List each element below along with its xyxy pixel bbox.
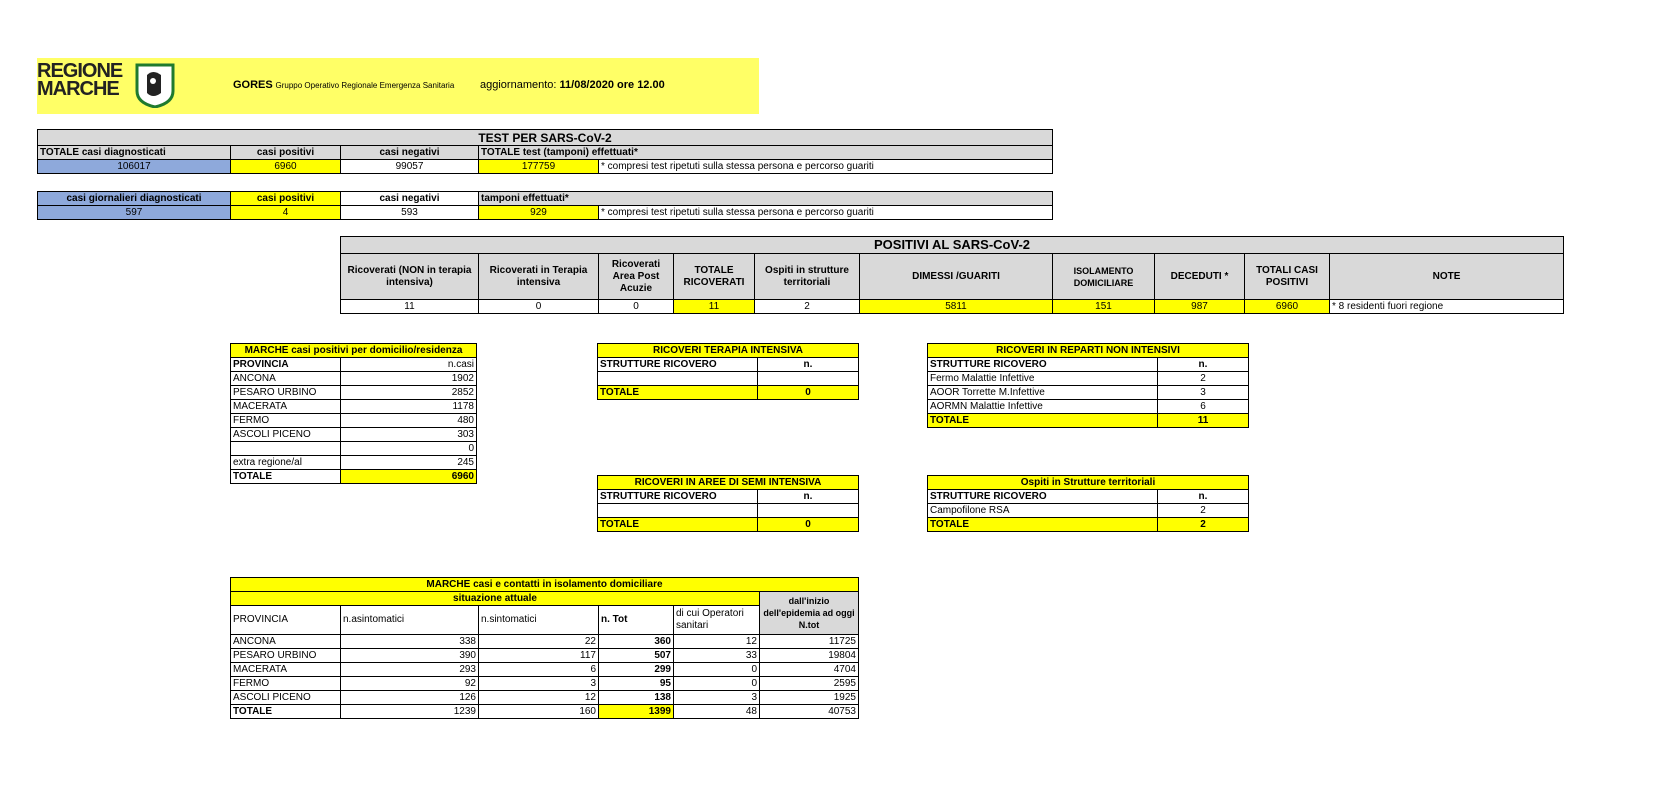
test-title: TEST PER SARS-CoV-2 <box>38 130 1053 146</box>
logo-line2: MARCHE <box>37 78 119 100</box>
h-provincia: PROVINCIA <box>231 358 341 372</box>
iso-row-sint: 6 <box>479 663 599 677</box>
terr-title: Ospiti in Strutture territoriali <box>928 476 1249 490</box>
h-deceduti: DECEDUTI * <box>1155 254 1245 300</box>
h-isolamento: ISOLAMENTO DOMICILIARE <box>1053 254 1155 300</box>
prov-name: PESARO URBINO <box>231 386 341 400</box>
prov-value: 480 <box>341 414 477 428</box>
positivi-table <box>340 236 1564 314</box>
terr-total-label: TOTALE <box>928 518 1158 532</box>
terr-h-strutture: STRUTTURE RICOVERO <box>928 490 1158 504</box>
provincia-table <box>230 343 477 484</box>
iso-row-name: ANCONA <box>231 635 341 649</box>
h-casi-negativi: casi negativi <box>341 146 479 160</box>
v-casi-positivi: 6960 <box>231 160 341 174</box>
iso-row-name: PESARO URBINO <box>231 649 341 663</box>
iso-total-name: TOTALE <box>231 705 341 719</box>
iso-row-asint: 338 <box>341 635 479 649</box>
ti-empty <box>598 372 758 386</box>
semi-h-n: n. <box>758 490 859 504</box>
nonint-table <box>927 343 1249 428</box>
v-dimessi-guariti: 5811 <box>860 300 1053 314</box>
nonint-title: RICOVERI IN REPARTI NON INTENSIVI <box>928 344 1249 358</box>
h-casi-positivi: casi positivi <box>231 146 341 160</box>
iso-row-oper: 12 <box>674 635 760 649</box>
logo-line1: REGIONE <box>37 60 123 82</box>
h-ricoverati-ti: Ricoverati in Terapia intensiva <box>479 254 599 300</box>
iso-h-tot: n. Tot <box>599 606 674 635</box>
tests-note: * compresi test ripetuti sulla stessa persona e percorso guariti <box>599 160 1053 174</box>
iso-row-since: 2595 <box>760 677 859 691</box>
prov-total-label: TOTALE <box>231 470 341 484</box>
update-label: aggiornamento: <box>480 79 557 91</box>
v-ricoverati-ti: 0 <box>479 300 599 314</box>
prov-value: 303 <box>341 428 477 442</box>
region-logo <box>37 62 122 98</box>
prov-name <box>231 442 341 456</box>
v-post-acuzie: 0 <box>599 300 674 314</box>
ti-h-n: n. <box>758 358 859 372</box>
nonint-value: 3 <box>1158 386 1249 400</box>
iso-h-since: dall'inizio dell'epidemia ad oggi N.tot <box>760 592 859 635</box>
v-ricoverati-non-ti: 11 <box>341 300 479 314</box>
h-daily-positivi: casi positivi <box>231 192 341 206</box>
iso-row-oper: 0 <box>674 663 760 677</box>
update-value: 11/08/2020 ore 12.00 <box>559 79 665 91</box>
h-dimessi-guariti: DIMESSI /GUARITI <box>860 254 1053 300</box>
iso-row-asint: 293 <box>341 663 479 677</box>
ti-title: RICOVERI TERAPIA INTENSIVA <box>598 344 859 358</box>
iso-row-tot: 95 <box>599 677 674 691</box>
test-table <box>37 129 1053 174</box>
iso-total-oper: 48 <box>674 705 760 719</box>
iso-row-oper: 33 <box>674 649 760 663</box>
h-daily-negativi: casi negativi <box>341 192 479 206</box>
semi-total-value: 0 <box>758 518 859 532</box>
iso-row-oper: 0 <box>674 677 760 691</box>
v-totali-positivi: 6960 <box>1245 300 1330 314</box>
h-ricoverati-non-ti: Ricoverati (NON in terapia intensiva) <box>341 254 479 300</box>
v-note: * 8 residenti fuori regione <box>1330 300 1564 314</box>
h-totali-positivi: TOTALI CASI POSITIVI <box>1245 254 1330 300</box>
terr-h-n: n. <box>1158 490 1249 504</box>
h-note: NOTE <box>1330 254 1564 300</box>
iso-row-since: 1925 <box>760 691 859 705</box>
prov-name: ASCOLI PICENO <box>231 428 341 442</box>
positivi-title: POSITIVI AL SARS-CoV-2 <box>341 237 1564 254</box>
prov-value: 1178 <box>341 400 477 414</box>
iso-row-sint: 117 <box>479 649 599 663</box>
prov-name: MACERATA <box>231 400 341 414</box>
ti-h-strutture: STRUTTURE RICOVERO <box>598 358 758 372</box>
update-info <box>480 79 665 91</box>
iso-h-oper: di cui Operatori sanitari <box>674 606 760 635</box>
v-deceduti: 987 <box>1155 300 1245 314</box>
h-post-acuzie: Ricoverati Area Post Acuzie <box>599 254 674 300</box>
iso-row-name: MACERATA <box>231 663 341 677</box>
iso-row-since: 4704 <box>760 663 859 677</box>
region-emblem-icon <box>135 63 175 108</box>
h-totale-tamponi: TOTALE test (tamponi) effettuati* <box>479 146 1053 160</box>
iso-row-tot: 138 <box>599 691 674 705</box>
iso-row-asint: 390 <box>341 649 479 663</box>
semi-table <box>597 475 859 532</box>
nonint-name: Fermo Malattie Infettive <box>928 372 1158 386</box>
iso-row-tot: 360 <box>599 635 674 649</box>
iso-row-since: 19804 <box>760 649 859 663</box>
terr-name: Campofilone RSA <box>928 504 1158 518</box>
v-totale-tamponi: 177759 <box>479 160 599 174</box>
iso-subtitle: situazione attuale <box>231 592 760 606</box>
nonint-h-n: n. <box>1158 358 1249 372</box>
terr-value: 2 <box>1158 504 1249 518</box>
gores-full: Gruppo Operativo Regionale Emergenza Sanitaria <box>275 81 455 90</box>
semi-empty <box>598 504 758 518</box>
iso-row-asint: 126 <box>341 691 479 705</box>
ti-empty <box>758 372 859 386</box>
v-daily-negativi: 593 <box>341 206 479 220</box>
iso-row-tot: 299 <box>599 663 674 677</box>
ti-total-value: 0 <box>758 386 859 400</box>
semi-h-strutture: STRUTTURE RICOVERO <box>598 490 758 504</box>
iso-row-sint: 22 <box>479 635 599 649</box>
iso-row-sint: 3 <box>479 677 599 691</box>
prov-value: 1902 <box>341 372 477 386</box>
iso-h-sint: n.sintomatici <box>479 606 599 635</box>
iso-h-asint: n.asintomatici <box>341 606 479 635</box>
nonint-h-strutture: STRUTTURE RICOVERO <box>928 358 1158 372</box>
prov-name: extra regione/al <box>231 456 341 470</box>
prov-value: 2852 <box>341 386 477 400</box>
prov-value: 245 <box>341 456 477 470</box>
semi-empty <box>758 504 859 518</box>
nonint-name: AOOR Torrette M.Infettive <box>928 386 1158 400</box>
prov-total-value: 6960 <box>341 470 477 484</box>
iso-total-tot: 1399 <box>599 705 674 719</box>
prov-value: 0 <box>341 442 477 456</box>
nonint-total-label: TOTALE <box>928 414 1158 428</box>
v-daily-positivi: 4 <box>231 206 341 220</box>
semi-total-label: TOTALE <box>598 518 758 532</box>
terr-table <box>927 475 1249 532</box>
prov-name: ANCONA <box>231 372 341 386</box>
h-daily-tamponi: tamponi effettuati* <box>479 192 1053 206</box>
v-totale-ricoverati: 11 <box>674 300 755 314</box>
iso-row-asint: 92 <box>341 677 479 691</box>
iso-total-since: 40753 <box>760 705 859 719</box>
iso-row-name: ASCOLI PICENO <box>231 691 341 705</box>
prov-name: FERMO <box>231 414 341 428</box>
terr-total-value: 2 <box>1158 518 1249 532</box>
nonint-value: 2 <box>1158 372 1249 386</box>
iso-row-tot: 507 <box>599 649 674 663</box>
daily-table <box>37 191 1053 220</box>
iso-total-sint: 160 <box>479 705 599 719</box>
nonint-name: AORMN Malattie Infettive <box>928 400 1158 414</box>
gores-label <box>233 79 454 91</box>
iso-title: MARCHE casi e contatti in isolamento domiciliare <box>231 578 859 592</box>
v-totale-casi: 106017 <box>38 160 231 174</box>
iso-row-sint: 12 <box>479 691 599 705</box>
iso-row-since: 11725 <box>760 635 859 649</box>
iso-h-prov: PROVINCIA <box>231 606 341 635</box>
semi-title: RICOVERI IN AREE DI SEMI INTENSIVA <box>598 476 859 490</box>
h-totale-casi: TOTALE casi diagnosticati <box>38 146 231 160</box>
ti-table <box>597 343 859 400</box>
v-daily-tamponi: 929 <box>479 206 599 220</box>
v-ospiti-strutture: 2 <box>755 300 860 314</box>
nonint-value: 6 <box>1158 400 1249 414</box>
provincia-title: MARCHE casi positivi per domicilio/residenza <box>231 344 477 358</box>
nonint-total-value: 11 <box>1158 414 1249 428</box>
iso-row-name: FERMO <box>231 677 341 691</box>
h-totale-ricoverati: TOTALE RICOVERATI <box>674 254 755 300</box>
v-isolamento: 151 <box>1053 300 1155 314</box>
iso-row-oper: 3 <box>674 691 760 705</box>
daily-note: * compresi test ripetuti sulla stessa persona e percorso guariti <box>599 206 1053 220</box>
h-giornalieri: casi giornalieri diagnosticati <box>38 192 231 206</box>
gores-short: GORES <box>233 79 273 91</box>
h-ospiti-strutture: Ospiti in strutture territoriali <box>755 254 860 300</box>
iso-total-asint: 1239 <box>341 705 479 719</box>
h-ncasi: n.casi <box>341 358 477 372</box>
ti-total-label: TOTALE <box>598 386 758 400</box>
isolamento-table <box>230 577 859 719</box>
v-giornalieri: 597 <box>38 206 231 220</box>
v-casi-negativi: 99057 <box>341 160 479 174</box>
